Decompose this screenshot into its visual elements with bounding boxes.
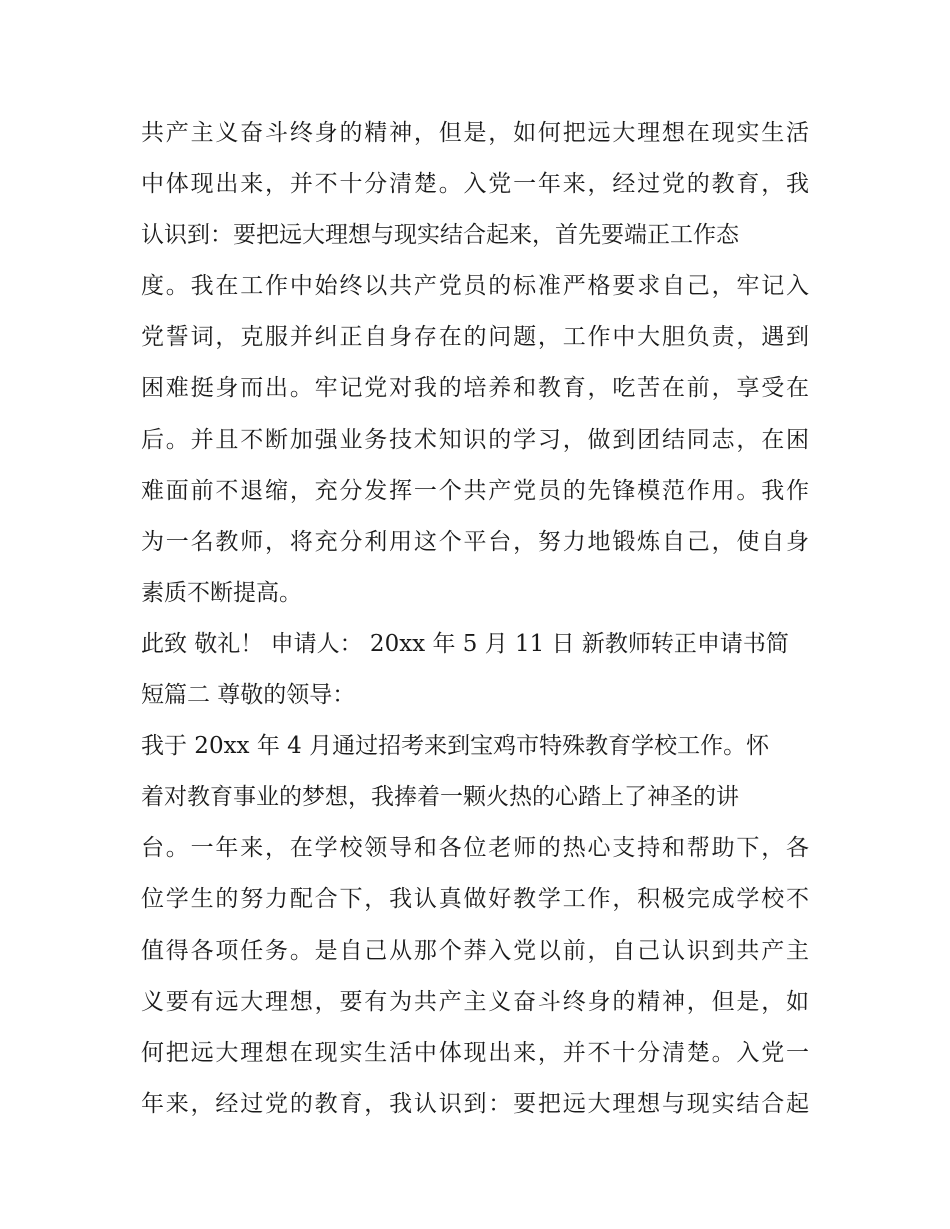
text-line-4: 度。我在工作中始终以共产党员的标准严格要求自己，牢记入 — [141, 273, 809, 300]
text-line-19: 何把远大理想在现实生活中体现出来，并不十分清楚。入党一 — [141, 1039, 809, 1066]
text-line-11: 此致 敬礼！ 申请人： 20xx 年 5 月 11 日 新教师转正申请书简 — [141, 630, 789, 657]
text-line-18: 义要有远大理想，要有为共产主义奋斗终身的精神，但是，如 — [141, 988, 809, 1015]
text-line-10: 素质不断提高。 — [141, 579, 302, 606]
text-line-16: 位学生的努力配合下，我认真做好教学工作，积极完成学校不 — [141, 886, 809, 913]
text-line-2: 中体现出来，并不十分清楚。入党一年来，经过党的教育，我 — [141, 171, 809, 198]
text-line-3: 认识到：要把远大理想与现实结合起来，首先要端正工作态 — [141, 222, 739, 249]
text-line-15: 台。一年来，在学校领导和各位老师的热心支持和帮助下，各 — [141, 835, 809, 862]
text-line-8: 难面前不退缩，充分发挥一个共产党员的先锋模范作用。我作 — [141, 477, 809, 504]
text-line-5: 党誓词，克服并纠正自身存在的问题，工作中大胆负责，遇到 — [141, 324, 809, 351]
text-line-12: 短篇二 尊敬的领导： — [141, 682, 356, 709]
text-line-17: 值得各项任务。是自己从那个莽入党以前，自己认识到共产主 — [141, 937, 809, 964]
text-line-20: 年来，经过党的教育，我认识到：要把远大理想与现实结合起 — [141, 1090, 809, 1117]
document-body — [141, 108, 821, 1130]
text-line-9: 为一名教师，将充分利用这个平台，努力地锻炼自己，使自身 — [141, 528, 809, 555]
text-line-14: 着对教育事业的梦想，我捧着一颗火热的心踏上了神圣的讲 — [141, 784, 739, 811]
text-line-7: 后。并且不断加强业务技术知识的学习，做到团结同志，在困 — [141, 426, 809, 453]
text-line-6: 困难挺身而出。牢记党对我的培养和教育，吃苦在前，享受在 — [141, 375, 809, 402]
text-line-13: 我于 20xx 年 4 月通过招考来到宝鸡市特殊教育学校工作。怀 — [141, 733, 770, 760]
text-line-1: 共产主义奋斗终身的精神，但是，如何把远大理想在现实生活 — [141, 120, 809, 146]
